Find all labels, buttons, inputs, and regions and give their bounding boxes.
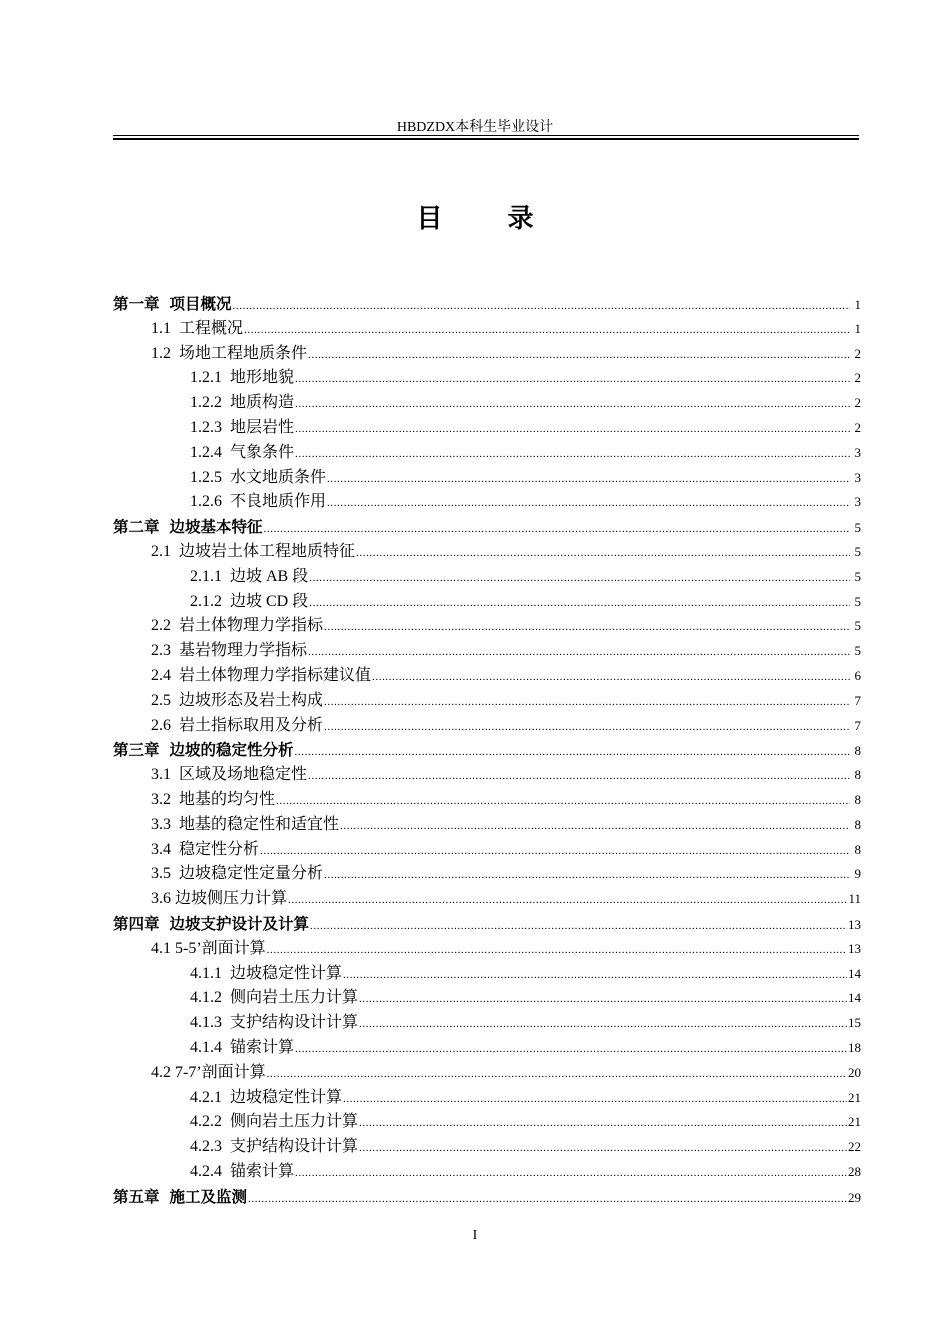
toc-entry-title bbox=[151, 937, 266, 962]
toc-entry[interactable] bbox=[113, 813, 861, 838]
toc-dot-leader bbox=[310, 921, 847, 932]
toc-dot-leader bbox=[295, 449, 850, 460]
toc-entry-page: 5 bbox=[854, 643, 861, 659]
toc-entry[interactable] bbox=[113, 1011, 861, 1036]
toc-entry-label: 锚索计算 bbox=[230, 1038, 295, 1056]
toc-entry-number: 2.5 bbox=[151, 691, 171, 709]
toc-entry-page: 14 bbox=[848, 965, 861, 981]
toc-entry-number: 1.2.6 bbox=[190, 493, 222, 511]
toc-dot-leader bbox=[267, 945, 847, 956]
toc-entry[interactable] bbox=[113, 664, 861, 689]
toc-entry-page: 15 bbox=[848, 1015, 861, 1031]
toc-dot-leader bbox=[264, 524, 850, 535]
toc-dot-leader bbox=[324, 697, 850, 708]
toc-entry-label: 7-7’剖面计算 bbox=[175, 1063, 266, 1081]
toc-entry-title bbox=[113, 515, 263, 540]
toc-dot-leader bbox=[324, 870, 850, 881]
toc-entry-number: 2.1.2 bbox=[190, 592, 222, 610]
toc-entry-title bbox=[151, 540, 355, 565]
toc-entry-title bbox=[151, 342, 307, 367]
toc-entry[interactable] bbox=[113, 838, 861, 863]
toc-entry[interactable] bbox=[113, 937, 861, 962]
toc-entry-page: 7 bbox=[854, 692, 861, 708]
running-header: HBDZDX本科生毕业设计 bbox=[396, 120, 554, 135]
toc-entry-label: 支护结构设计计算 bbox=[230, 1014, 359, 1032]
toc-entry-number: 1.2.3 bbox=[190, 418, 222, 436]
toc-entry-number: 第四章 bbox=[113, 914, 160, 933]
toc-entry-label: 区域及场地稳定性 bbox=[179, 766, 308, 784]
header-rule-thick bbox=[113, 138, 859, 140]
toc-entry-number: 1.2.1 bbox=[190, 369, 222, 387]
toc-entry[interactable] bbox=[113, 788, 861, 813]
toc-entry-label: 岩土体物理力学指标 bbox=[179, 617, 324, 635]
toc-entry-page: 2 bbox=[854, 419, 861, 435]
toc-entry[interactable] bbox=[113, 317, 861, 342]
toc-entry-label: 气象条件 bbox=[230, 443, 295, 461]
toc-entry-label: 场地工程地质条件 bbox=[179, 344, 308, 362]
toc-dot-leader bbox=[324, 722, 850, 733]
toc-entry-page: 2 bbox=[854, 345, 861, 361]
toc-entry[interactable] bbox=[113, 292, 861, 317]
toc-entry-page: 5 bbox=[854, 543, 861, 559]
toc-entry-title bbox=[190, 1110, 358, 1135]
toc-dot-leader bbox=[359, 1143, 847, 1154]
toc-dot-leader bbox=[233, 301, 850, 312]
toc-entry-label: 边坡 CD 段 bbox=[230, 592, 309, 610]
toc-entry-label: 工程概况 bbox=[179, 319, 244, 337]
toc-dot-leader bbox=[343, 1094, 847, 1105]
toc-entry-title bbox=[151, 1061, 266, 1086]
toc-entry-title bbox=[190, 1086, 342, 1111]
toc-entry-label: 侧向岩土压力计算 bbox=[230, 989, 359, 1007]
toc-entry-title bbox=[151, 714, 323, 739]
toc-dot-leader bbox=[308, 647, 850, 658]
toc-entry-label: 锚索计算 bbox=[230, 1162, 295, 1180]
toc-entry[interactable] bbox=[113, 714, 861, 739]
toc-entry-number: 3.5 bbox=[151, 865, 171, 883]
toc-dot-leader bbox=[244, 325, 850, 336]
toc-entry-page: 5 bbox=[854, 568, 861, 584]
toc-entry-label: 项目概况 bbox=[169, 295, 232, 313]
toc-entry[interactable] bbox=[113, 986, 861, 1011]
toc-entry-number: 4.1.4 bbox=[190, 1038, 222, 1056]
toc-entry-page: 11 bbox=[848, 891, 861, 907]
toc-entry-title bbox=[151, 788, 275, 813]
toc-entry-number: 4.1.1 bbox=[190, 964, 222, 982]
toc-entry[interactable] bbox=[113, 763, 861, 788]
toc-entry-title bbox=[190, 986, 358, 1011]
toc-entry-page: 6 bbox=[854, 667, 861, 683]
toc-entry[interactable] bbox=[113, 862, 861, 887]
toc-entry[interactable] bbox=[113, 738, 861, 763]
toc-dot-leader bbox=[288, 895, 847, 906]
toc-entry-label: 边坡形态及岩土构成 bbox=[179, 691, 324, 709]
toc-entry-title bbox=[113, 912, 309, 937]
toc-entry[interactable] bbox=[113, 1110, 861, 1135]
toc-entry-label: 边坡稳定性定量分析 bbox=[179, 865, 324, 883]
toc-entry[interactable] bbox=[113, 912, 861, 937]
toc-entry-title bbox=[190, 1036, 294, 1061]
toc-entry-label: 岩土体物理力学指标建议值 bbox=[179, 666, 372, 684]
toc-entry-label: 侧向岩土压力计算 bbox=[230, 1113, 359, 1131]
toc-entry-title bbox=[190, 466, 326, 491]
toc-entry-page: 5 bbox=[854, 618, 861, 634]
toc-entry[interactable] bbox=[113, 1061, 861, 1086]
toc-entry-label: 地基的稳定性和适宜性 bbox=[179, 815, 340, 833]
toc-entry-number: 1.2.2 bbox=[190, 394, 222, 412]
toc-entry-label: 边坡岩土体工程地质特征 bbox=[179, 542, 356, 560]
toc-entry-number: 第五章 bbox=[113, 1187, 160, 1206]
toc-entry[interactable] bbox=[113, 689, 861, 714]
toc-entry-page: 5 bbox=[854, 593, 861, 609]
toc-dot-leader bbox=[295, 747, 850, 758]
toc-dot-leader bbox=[295, 399, 850, 410]
toc-entry-number: 3.1 bbox=[151, 766, 171, 784]
toc-dot-leader bbox=[327, 498, 850, 509]
toc-entry-page: 22 bbox=[848, 1139, 861, 1155]
toc-dot-leader bbox=[327, 474, 850, 485]
toc-entry-number: 3.3 bbox=[151, 815, 171, 833]
toc-entry-title bbox=[113, 738, 294, 763]
toc-entry-label: 边坡基本特征 bbox=[169, 518, 263, 537]
toc-entry[interactable] bbox=[113, 342, 861, 367]
toc-entry-number: 1.1 bbox=[151, 319, 171, 337]
toc-entry-number: 4.1 bbox=[151, 939, 171, 957]
toc-entry[interactable] bbox=[113, 590, 861, 615]
toc-dot-leader bbox=[356, 548, 850, 559]
toc-entry-title bbox=[151, 689, 323, 714]
toc-entry-number: 4.2 bbox=[151, 1063, 171, 1081]
toc-entry-title bbox=[190, 1011, 358, 1036]
toc-entry-label: 稳定性分析 bbox=[179, 840, 260, 858]
toc-entry-title bbox=[190, 590, 308, 615]
toc-entry-page: 28 bbox=[848, 1163, 861, 1179]
toc-entry-page: 8 bbox=[854, 767, 861, 783]
toc-entry-number: 2.2 bbox=[151, 617, 171, 635]
toc-entry-label: 边坡的稳定性分析 bbox=[169, 741, 294, 760]
toc-entry-number: 3.6 bbox=[151, 890, 171, 908]
toc-entry-number: 4.2.1 bbox=[190, 1088, 222, 1106]
toc-entry-title bbox=[190, 1160, 294, 1185]
toc-entry-title bbox=[151, 862, 323, 887]
toc-entry-page: 9 bbox=[854, 866, 861, 882]
toc-entry-number: 4.2.4 bbox=[190, 1162, 222, 1180]
toc-dot-leader bbox=[295, 374, 850, 385]
toc-entry-label: 基岩物理力学指标 bbox=[179, 642, 308, 660]
toc-entry-page: 13 bbox=[848, 916, 861, 932]
toc-dot-leader bbox=[295, 1044, 847, 1055]
toc-entry-number: 1.2.5 bbox=[190, 468, 222, 486]
toc-entry-number: 第一章 bbox=[113, 295, 160, 313]
toc-entry[interactable] bbox=[113, 1135, 861, 1160]
toc-entry-number: 2.1.1 bbox=[190, 567, 222, 585]
toc-entry-number: 3.4 bbox=[151, 840, 171, 858]
toc-entry[interactable] bbox=[113, 540, 861, 565]
toc-entry[interactable] bbox=[113, 1086, 861, 1111]
toc-entry-label: 支护结构设计计算 bbox=[230, 1138, 359, 1156]
table-of-contents bbox=[113, 292, 861, 1209]
toc-entry-page: 21 bbox=[848, 1114, 861, 1130]
toc-entry-page: 8 bbox=[854, 841, 861, 857]
toc-entry-number: 3.2 bbox=[151, 790, 171, 808]
toc-entry-page: 20 bbox=[848, 1064, 861, 1080]
toc-entry-label: 5-5’剖面计算 bbox=[175, 939, 266, 957]
toc-entry-label: 地形地貌 bbox=[230, 369, 295, 387]
toc-entry-title bbox=[190, 962, 342, 987]
toc-entry-page: 13 bbox=[848, 940, 861, 956]
toc-entry-page: 2 bbox=[854, 370, 861, 386]
toc-entry-title bbox=[151, 639, 307, 664]
toc-dot-leader bbox=[309, 598, 850, 609]
toc-entry[interactable] bbox=[113, 639, 861, 664]
toc-entry-title bbox=[190, 565, 308, 590]
toc-entry-page: 29 bbox=[848, 1189, 861, 1205]
toc-entry-page: 8 bbox=[854, 791, 861, 807]
toc-entry-page: 7 bbox=[854, 717, 861, 733]
toc-entry-label: 边坡侧压力计算 bbox=[175, 890, 288, 908]
toc-dot-leader bbox=[276, 796, 850, 807]
toc-entry-page: 3 bbox=[854, 444, 861, 460]
toc-entry-page: 3 bbox=[854, 469, 861, 485]
toc-entry-number: 4.2.3 bbox=[190, 1138, 222, 1156]
toc-entry-label: 不良地质作用 bbox=[230, 493, 327, 511]
toc-entry-page: 1 bbox=[854, 320, 861, 336]
toc-entry-page: 8 bbox=[854, 816, 861, 832]
toc-entry-page: 3 bbox=[854, 494, 861, 510]
toc-dot-leader bbox=[295, 1168, 847, 1179]
toc-dot-leader bbox=[248, 1194, 847, 1205]
toc-entry-title bbox=[151, 614, 323, 639]
toc-entry[interactable] bbox=[113, 490, 861, 515]
toc-entry-number: 第三章 bbox=[113, 741, 160, 760]
toc-entry-page: 5 bbox=[854, 520, 861, 536]
toc-entry[interactable] bbox=[113, 614, 861, 639]
toc-entry[interactable] bbox=[113, 366, 861, 391]
toc-dot-leader bbox=[340, 821, 850, 832]
toc-entry-label: 边坡稳定性计算 bbox=[230, 1088, 343, 1106]
toc-dot-leader bbox=[324, 622, 850, 633]
toc-entry-label: 地质构造 bbox=[230, 394, 295, 412]
toc-entry-title bbox=[190, 441, 294, 466]
toc-entry-title bbox=[190, 1135, 358, 1160]
toc-entry-number: 4.1.3 bbox=[190, 1014, 222, 1032]
toc-entry-page: 8 bbox=[854, 743, 861, 759]
toc-entry-title bbox=[190, 391, 294, 416]
toc-dot-leader bbox=[295, 424, 850, 435]
toc-entry-number: 第二章 bbox=[113, 518, 160, 537]
toc-dot-leader bbox=[260, 846, 850, 857]
toc-entry-page: 21 bbox=[848, 1089, 861, 1105]
toc-entry-number: 2.1 bbox=[151, 542, 171, 560]
toc-entry-label: 地基的均匀性 bbox=[179, 790, 276, 808]
toc-entry[interactable] bbox=[113, 887, 861, 912]
toc-entry-label: 岩土指标取用及分析 bbox=[179, 716, 324, 734]
toc-dot-leader bbox=[372, 672, 850, 683]
toc-entry-page: 2 bbox=[854, 395, 861, 411]
toc-entry[interactable] bbox=[113, 1036, 861, 1061]
toc-entry-page: 18 bbox=[848, 1039, 861, 1055]
toc-entry[interactable] bbox=[113, 515, 861, 540]
header-rule-thin bbox=[113, 135, 859, 136]
toc-entry[interactable] bbox=[113, 391, 861, 416]
toc-entry[interactable] bbox=[113, 1185, 861, 1210]
toc-entry[interactable] bbox=[113, 565, 861, 590]
toc-entry-title bbox=[151, 763, 307, 788]
toc-entry-title bbox=[190, 416, 294, 441]
toc-entry-number: 2.6 bbox=[151, 716, 171, 734]
toc-entry-label: 水文地质条件 bbox=[230, 468, 327, 486]
toc-entry[interactable] bbox=[113, 416, 861, 441]
toc-entry-title bbox=[113, 1185, 247, 1210]
toc-entry-number: 2.3 bbox=[151, 642, 171, 660]
toc-entry-title bbox=[113, 292, 232, 317]
toc-entry-number: 4.1.2 bbox=[190, 989, 222, 1007]
toc-dot-leader bbox=[359, 1118, 847, 1129]
toc-entry-label: 地层岩性 bbox=[230, 418, 295, 436]
toc-entry-label: 边坡支护设计及计算 bbox=[169, 914, 310, 933]
toc-entry-page: 1 bbox=[854, 297, 861, 312]
toc-entry[interactable] bbox=[113, 1160, 861, 1185]
toc-entry-title bbox=[151, 813, 339, 838]
toc-entry-number: 1.2 bbox=[151, 344, 171, 362]
toc-entry-label: 边坡 AB 段 bbox=[230, 567, 309, 585]
toc-entry[interactable] bbox=[113, 466, 861, 491]
toc-entry-label: 边坡稳定性计算 bbox=[230, 964, 343, 982]
toc-entry-number: 1.2.4 bbox=[190, 443, 222, 461]
toc-entry[interactable] bbox=[113, 441, 861, 466]
page-title: 目 录 bbox=[416, 204, 562, 234]
toc-dot-leader bbox=[359, 1019, 847, 1030]
toc-entry-title bbox=[151, 664, 371, 689]
toc-dot-leader bbox=[267, 1069, 847, 1080]
toc-dot-leader bbox=[359, 994, 847, 1005]
toc-dot-leader bbox=[308, 350, 850, 361]
toc-entry-number: 2.4 bbox=[151, 666, 171, 684]
page-number: I bbox=[472, 1228, 478, 1243]
toc-entry-title bbox=[190, 490, 326, 515]
toc-dot-leader bbox=[308, 771, 850, 782]
toc-dot-leader bbox=[343, 970, 847, 981]
toc-dot-leader bbox=[309, 573, 850, 584]
toc-entry-page: 14 bbox=[848, 990, 861, 1006]
toc-entry-title bbox=[151, 838, 259, 863]
toc-entry-title bbox=[190, 366, 294, 391]
toc-entry-title bbox=[151, 317, 243, 342]
toc-entry[interactable] bbox=[113, 962, 861, 987]
toc-entry-number: 4.2.2 bbox=[190, 1113, 222, 1131]
toc-entry-title bbox=[151, 887, 287, 912]
toc-entry-label: 施工及监测 bbox=[169, 1187, 248, 1206]
